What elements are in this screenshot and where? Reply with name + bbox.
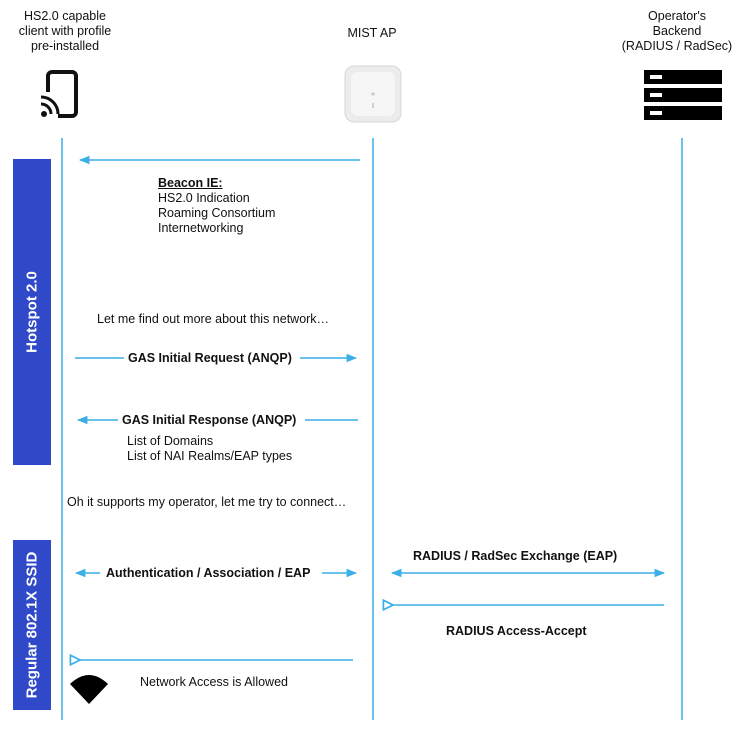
radius-accept-label: RADIUS Access-Accept [446, 624, 587, 638]
beacon-item: Internetworking [158, 221, 244, 235]
backend-label-line: Operator's [648, 9, 706, 23]
server-rack-icon [644, 70, 722, 120]
access-point-icon [345, 66, 401, 122]
client-label-line: HS2.0 capable [23, 9, 106, 23]
phase-hotspot-label: Hotspot 2.0 [23, 271, 41, 353]
client-label-line: client with profile [18, 24, 112, 38]
network-access-label: Network Access is Allowed [140, 675, 288, 689]
beacon-item: HS2.0 Indication [158, 191, 250, 205]
find-out-text: Let me find out more about this network… [97, 312, 330, 326]
client-label-line: pre-installed [30, 39, 100, 53]
ap-actor-label: MIST AP [347, 26, 397, 40]
auth-assoc-label: Authentication / Association / EAP [106, 566, 311, 580]
gas-response-item: List of NAI Realms/EAP types [127, 449, 293, 463]
backend-label-line: Backend [652, 24, 702, 38]
beacon-item: Roaming Consortium [158, 206, 276, 220]
wifi-signal-icon [70, 675, 108, 704]
backend-label-line: (RADIUS / RadSec) [621, 39, 733, 53]
beacon-text [158, 176, 275, 236]
beacon-title: Beacon IE: [158, 176, 223, 190]
gas-response-item: List of Domains [127, 434, 214, 448]
gas-request-label: GAS Initial Request (ANQP) [128, 351, 292, 365]
phone-cast-icon [40, 72, 76, 118]
gas-response-details [127, 434, 292, 464]
gas-response-label: GAS Initial Response (ANQP) [122, 413, 297, 427]
phase-regular-label: Regular 802.1X SSID [23, 551, 41, 699]
radius-exchange-label: RADIUS / RadSec Exchange (EAP) [413, 549, 618, 563]
supports-operator-text: Oh it supports my operator, let me try to connect… [67, 495, 347, 509]
